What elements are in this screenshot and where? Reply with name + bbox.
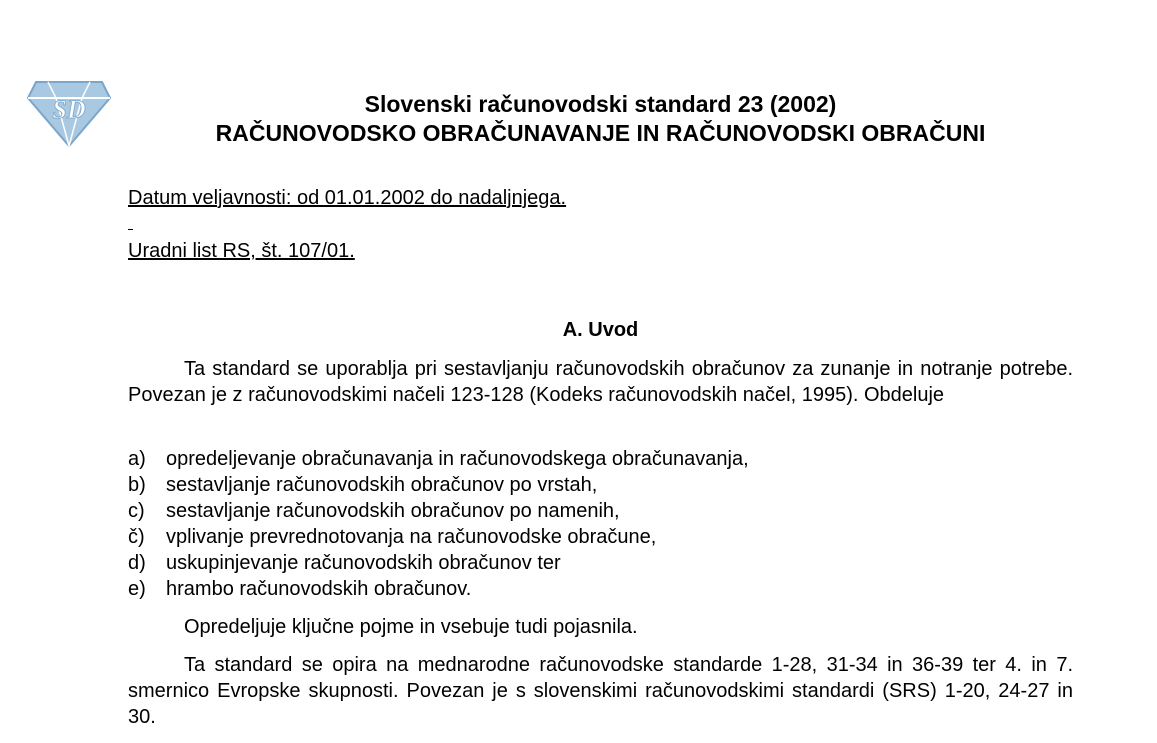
gazette-reference: Uradni list RS, št. 107/01. — [128, 240, 355, 262]
list-item-text: vplivanje prevrednotovanja na računovodske obračune, — [166, 526, 657, 548]
list-marker: č) — [128, 526, 145, 548]
list-item — [128, 472, 1073, 498]
intro-paragraph — [128, 356, 1073, 408]
definitions-paragraph — [128, 614, 1073, 640]
list-marker: b) — [128, 474, 146, 496]
list-item — [128, 550, 1073, 576]
relations-text: Ta standard se opira na mednarodne računovodske standarde 1-28, 31-34 in 36-39 ter 4. in 7. smernico Evropske skupnosti. Povezan je s slovenskimi računovodskimi standardi (SRS) 1-20, 24-27 in 30. — [128, 654, 1073, 728]
list-marker: d) — [128, 552, 146, 574]
list-item-text: uskupinjevanje računovodskih obračunov ter — [166, 552, 561, 574]
section-heading: A. Uvod — [562, 319, 639, 341]
list-item — [128, 498, 1073, 524]
divider-mark — [128, 229, 133, 230]
list-item-text: sestavljanje računovodskih obračunov po vrstah, — [166, 474, 598, 496]
list-item-text: hrambo računovodskih obračunov. — [166, 578, 472, 600]
logo-letters: SD — [52, 95, 86, 124]
sd-logo — [26, 76, 112, 148]
definitions-text: Opredeljuje ključne pojme in vsebuje tudi pojasnila. — [184, 616, 638, 638]
topics-list — [128, 446, 1073, 602]
list-item-text: sestavljanje računovodskih obračunov po namenih, — [166, 500, 620, 522]
list-marker: e) — [128, 578, 146, 600]
list-item-text: opredeljevanje obračunavanja in računovodskega obračunavanja, — [166, 448, 749, 470]
relations-paragraph — [128, 652, 1073, 730]
list-marker: a) — [128, 448, 146, 470]
document-title: Slovenski računovodski standard 23 (2002) — [364, 91, 837, 117]
validity-date: Datum veljavnosti: od 01.01.2002 do nadaljnjega. — [128, 187, 567, 209]
list-item — [128, 524, 1073, 550]
list-item — [128, 576, 1073, 602]
list-marker: c) — [128, 500, 145, 522]
intro-text: Ta standard se uporablja pri sestavljanju računovodskih obračunov za zunanje in notranje potrebe. Povezan je z računovodskimi načeli 123-128 (Kodeks računovodskih načel, 1995). Obdeluje — [128, 358, 1073, 406]
list-item — [128, 446, 1073, 472]
document-subtitle: RAČUNOVODSKO OBRAČUNAVANJE IN RAČUNOVODSKI OBRAČUNI — [215, 120, 986, 146]
